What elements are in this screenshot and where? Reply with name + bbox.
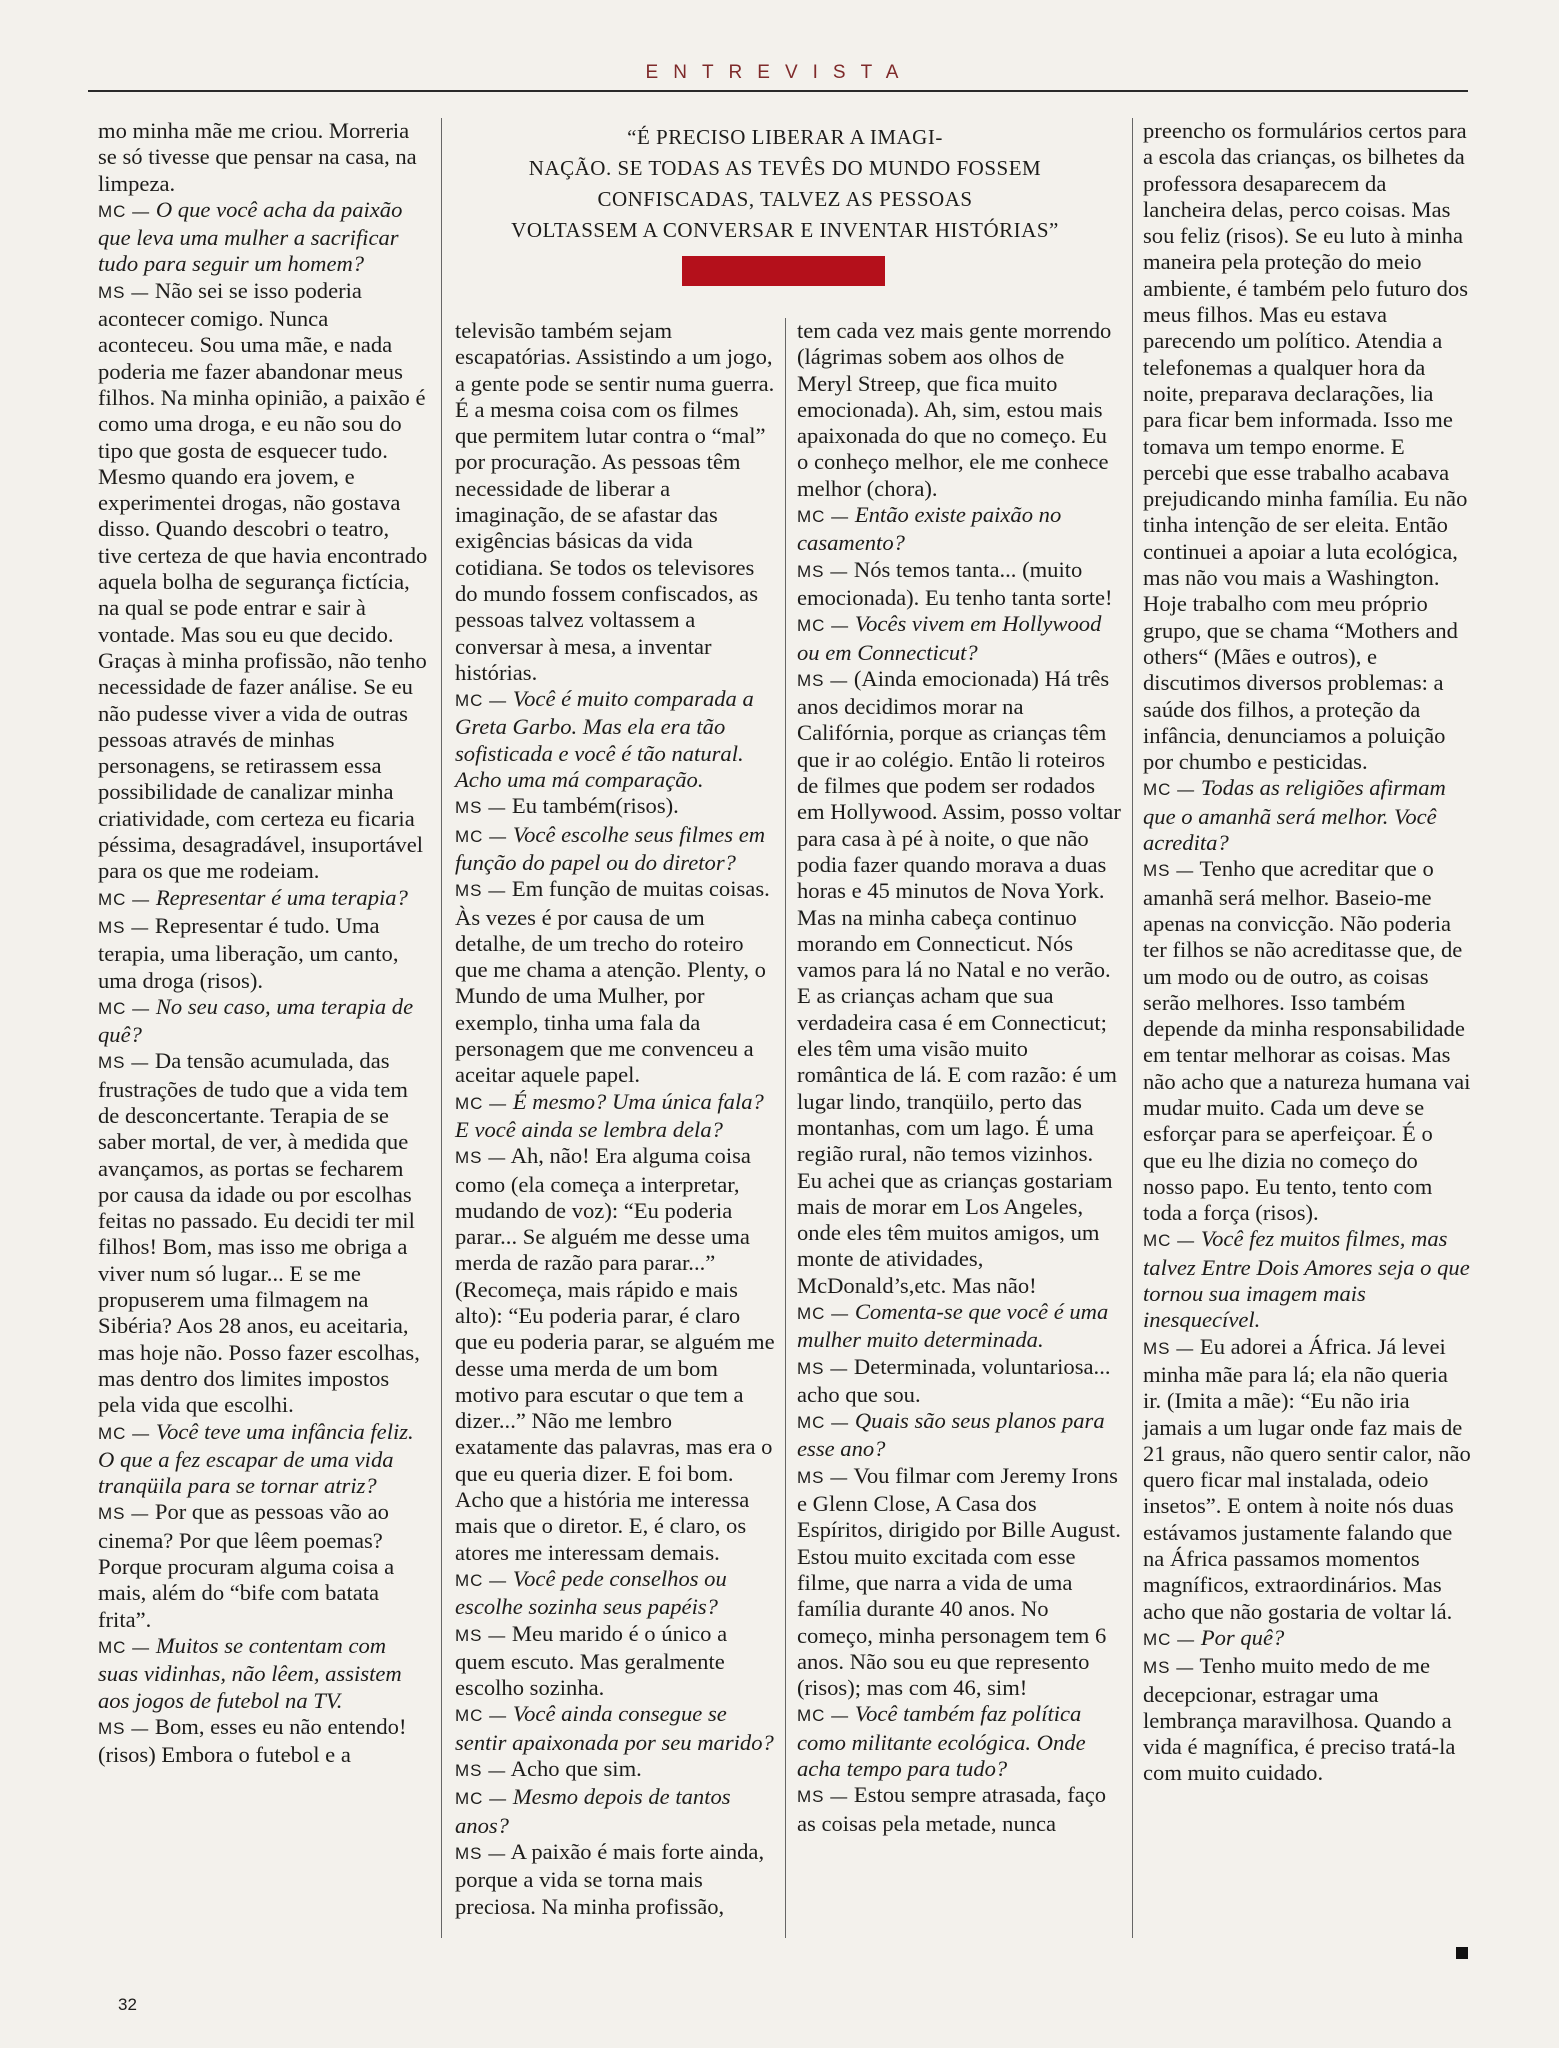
speaker-label: MC — [455,1093,508,1113]
interview-paragraph [455,1756,775,1784]
speaker-label: MS — [98,282,150,302]
interview-paragraph [98,1048,428,1418]
interview-paragraph [455,1089,775,1144]
text-column-4 [1143,118,1471,1787]
question-text: Todas as religiões afirmam que o amanhã será melhor. Você acredita? [1143,775,1446,856]
answer-text: Tenho que acreditar que o amanhã será melhor. Baseio-me apenas na convicção. Não poderia ter filhos se não acreditasse que, de um modo ou de outro, as coisas serão melhores. Isso também depende da minha responsabilidade em tentar melhorar as coisas. Mas não acho que a natureza humana vai mudar muito. Cada um deve se esforçar para se aperfeiçoar. É o que eu lhe dizia no começo do nosso papo. Eu tento, tento com toda a força (risos). [1143,856,1471,1226]
interview-paragraph [98,118,428,197]
question-text: Representar é uma terapia? [155,884,408,910]
answer-text: mo minha mãe me criou. Morreria se só tivesse que pensar na casa, na limpeza. [98,118,417,196]
answer-text: (Ainda emocionada) Há três anos decidimos morar na Califórnia, porque as crianças têm que ir ao colégio. Então li roteiros de filmes que podem ser rodados em Hollywood. Assim, posso voltar para casa à pé à noite, o que não podia fazer quando morava a duas horas e 45 minutos de Nova York. Mas na minha cabeça continuo morando em Connecticut. Nós vamos para lá no Natal e no verão. E as crianças acham que sua verdadeira casa é em Connecticut; eles têm uma visão muito romântica de lá. E com razão: é um lugar lindo, tranqüilo, perto das montanhas, com um lago. É uma região rural, não temos vizinhos. Eu achei que as crianças gostariam mais de morar em Los Angeles, onde eles têm muitos amigos, um monte de atividades, McDonald’s,etc. Mas não! [797,665,1121,1298]
pull-quote-line: “É PRECISO LIBERAR A IMAGI- [627,125,943,149]
interview-paragraph [455,1621,775,1702]
interview-paragraph [98,197,428,278]
interview-paragraph [455,1839,775,1920]
interview-paragraph [455,1701,775,1756]
speaker-label: MC — [455,826,508,846]
speaker-label: MS — [98,917,150,937]
speaker-label: MC — [797,616,850,636]
text-column-1 [98,118,428,1768]
answer-text: Representar é tudo. Uma terapia, uma liberação, um canto, uma droga (risos). [98,912,399,993]
text-column-2 [455,318,775,1920]
speaker-label: MS — [797,1787,849,1807]
speaker-label: MC — [98,1423,151,1443]
question-text: Mesmo depois de tantos anos? [455,1784,731,1838]
answer-text: Eu também(risos). [511,793,679,819]
speaker-label: MC — [1143,1231,1196,1251]
interview-paragraph [1143,1334,1471,1625]
question-text: Então existe paixão no casamento? [797,502,1062,556]
question-text: O que você acha da paixão que leva uma mulher a sacrificar tudo para seguir um homem? [98,196,403,277]
interview-paragraph [455,686,775,793]
speaker-label: MC — [98,201,151,221]
answer-text: Tenho muito medo de me decepcionar, estragar uma lembrança maravilhosa. Quando a vida é magnífica, é preciso tratá-la com muito cuidado. [1143,1653,1456,1786]
question-text: No seu caso, uma terapia de quê? [98,993,414,1048]
answer-text: televisão também sejam escapatórias. Assistindo a um jogo, a gente pode se sentir numa guerra. É a mesma coisa com os filmes que permitem lutar contra o “mal” por procuração. As pessoas têm necessidade de liberar a imaginação, de se afastar das exigências básicas da vida cotidiana. Se todos os televisores do mundo fossem confiscados, as pessoas talvez voltassem a conversar à mesa, a inventar histórias. [455,318,775,685]
header-rule [88,90,1468,92]
section-header: ENTREVISTA [645,62,914,83]
question-text: Você também faz política como militante ecológica. Onde acha tempo para tudo? [797,1701,1086,1782]
speaker-label: MC — [1143,780,1196,800]
speaker-label: MS — [1143,1338,1195,1358]
speaker-label: MS — [455,1148,507,1168]
speaker-label: MC — [98,889,151,909]
text-column-3 [797,318,1122,1837]
answer-text: tem cada vez mais gente morrendo (lágrimas sobem aos olhos de Meryl Streep, que fica muito emocionada). Ah, sim, estou mais apaixonada do que no começo. Eu o conheço melhor, ele me conhece melhor (chora). [797,318,1112,501]
interview-paragraph [98,913,428,994]
interview-paragraph [1143,1653,1471,1786]
interview-paragraph [1143,856,1471,1226]
question-text: Comenta-se que você é uma mulher muito determinada. [797,1298,1109,1353]
speaker-label: MC — [98,1637,151,1657]
speaker-label: MS — [1143,1658,1195,1678]
interview-paragraph [455,793,775,821]
question-text: Muitos se contentam com suas vidinhas, não lêem, assistem aos jogos de futebol na TV. [98,1632,402,1713]
interview-paragraph [455,1566,775,1621]
answer-text: Ah, não! Era alguma coisa como (ela começa a interpretar, mudando de voz): “Eu poderia parar... Se alguém me desse uma merda de razão para parar...” (Recomeça, mais rápido e mais alto): “Eu poderia parar, é claro que eu poderia parar, se alguém me desse uma merda de um bom motivo para escutar o que tem a dizer...” Não me lembro exatamente das palavras, mas era o que eu queria dizer. E foi bom. Acho que a história me interessa mais que o diretor. E, é claro, os atores me interessam demais. [455,1143,775,1565]
interview-paragraph [455,822,775,877]
pull-quote-line: CONFISCADAS, TALVEZ AS PESSOAS [597,187,973,211]
end-mark [1456,1947,1468,1959]
question-text: Você escolhe seus filmes em função do papel ou do diretor? [455,821,766,875]
interview-paragraph [797,1408,1122,1463]
speaker-label: MS — [1143,861,1195,881]
speaker-label: MC — [797,1303,850,1323]
interview-paragraph [797,318,1122,502]
speaker-label: MS — [797,561,849,581]
speaker-label: MC — [1143,1629,1196,1649]
speaker-label: MC — [797,1706,850,1726]
speaker-label: MS — [797,1467,849,1487]
interview-paragraph [797,1701,1122,1782]
speaker-label: MS — [455,1761,507,1781]
answer-text: Em função de muitas coisas. Às vezes é por causa de um detalhe, de um trecho do roteiro que me chama a atenção. Plenty, o Mundo de uma Mulher, por exemplo, tinha uma fala da personagem que me convenceu a aceitar aquele papel. [455,876,770,1088]
answer-text: Bom, esses eu não entendo! (risos) Embora o futebol e a [98,1713,407,1768]
speaker-label: MS — [98,1053,150,1073]
question-text: Você é muito comparada a Greta Garbo. Mas ela era tão sofisticada e você é tão natural. Acho uma má comparação. [455,686,754,793]
interview-paragraph [1143,775,1471,856]
pull-quote-accent-bar [682,256,885,286]
speaker-label: MS — [455,1625,507,1645]
column-divider [785,318,786,1938]
page-number: 32 [118,1995,137,2014]
speaker-label: MS — [455,798,507,818]
answer-text: Por que as pessoas vão ao cinema? Por que lêem poemas? Porque procuram alguma coisa a mais, além do “bife com batata frita”. [98,1499,395,1632]
interview-paragraph [455,1784,775,1839]
speaker-label: MC — [98,998,151,1018]
interview-paragraph [797,1299,1122,1354]
interview-paragraph [797,666,1122,1299]
interview-paragraph [98,1419,428,1500]
question-text: Você teve uma infância feliz. O que a fez escapar de uma vida tranqüila para se tornar atriz? [98,1418,414,1499]
speaker-label: MS — [98,1718,150,1738]
interview-paragraph [1143,1226,1471,1333]
speaker-label: MS — [797,670,849,690]
question-text: Você ainda consegue se sentir apaixonada por seu marido? [455,1701,774,1755]
interview-paragraph [98,885,428,913]
question-text: Quais são seus planos para esse ano? [797,1408,1105,1462]
answer-text: Estou sempre atrasada, faço as coisas pela metade, nunca [797,1782,1107,1836]
interview-paragraph [98,994,428,1049]
speaker-label: MS — [98,1504,150,1524]
speaker-label: MC — [797,1413,850,1433]
interview-paragraph [98,278,428,885]
answer-text: Eu adorei a África. Já levei minha mãe para lá; ela não queria ir. (Imita a mãe): “Eu não iria jamais a um lugar onde faz mais de 21 graus, não quero sentir calor, não quero ficar mal instalada, odeio insetos”. E ontem à noite nós duas estávamos justamente falando que na África passamos momentos magníficos, extraordinários. Mas acho que não gostaria de voltar lá. [1143,1333,1471,1624]
interview-paragraph [797,1463,1122,1702]
interview-paragraph [797,611,1122,666]
answer-text: A paixão é mais forte ainda, porque a vida se torna mais preciosa. Na minha profissão, [455,1838,765,1919]
interview-paragraph [1143,118,1471,775]
question-text: Vocês vivem em Hollywood ou em Connecticut? [797,611,1102,665]
interview-paragraph [98,1499,428,1632]
interview-paragraph [797,1782,1122,1837]
answer-text: Meu marido é o único a quem escuto. Mas geralmente escolho sozinha. [455,1620,728,1701]
interview-paragraph [797,502,1122,557]
speaker-label: MC — [455,1706,508,1726]
interview-paragraph [455,318,775,686]
speaker-label: MC — [797,507,850,527]
answer-text: Não sei se isso poderia acontecer comigo. Nunca aconteceu. Sou uma mãe, e nada poderia me fazer abandonar meus filhos. Na minha opinião, a paixão é como uma droga, e eu não sou do tipo que gosta de esquecer tudo. Mesmo quando era jovem, e experimentei drogas, não gostava disso. Quando descobri o teatro, tive certeza de que havia encontrado aquela bolha de segurança fictícia, na qual se pode entrar e sair à vontade. Mas sou eu que decido. Graças à minha profissão, não tenho necessidade de fazer análise. Se eu não pudesse viver a vida de outras pessoas através de minhas personagens, se retirassem essa possibilidade de canalizar minha criatividade, com certeza eu ficaria péssima, desagradável, insuportável para os que me rodeiam. [98,277,428,884]
speaker-label: MC — [455,1570,508,1590]
answer-text: Da tensão acumulada, das frustrações de tudo que a vida tem de desconcertante. Terapia de se saber mortal, de ver, à medida que avançamos, as portas se fecharem por causa da idade ou por escolhas feitas no passado. Eu decidi ter mil filhos! Bom, mas isso me obriga a viver num só lugar... E se me propuserem uma filmagem na Sibéria? Aos 28 anos, eu aceitaria, mas hoje não. Posso fazer escolhas, mas dentro dos limites impostos pela vida que escolhi. [98,1048,420,1418]
speaker-label: MC — [455,1789,508,1809]
question-text: É mesmo? Uma única fala? E você ainda se lembra dela? [455,1088,764,1142]
answer-text: Vou filmar com Jeremy Irons e Glenn Close, A Casa dos Espíritos, dirigido por Bille August. Estou muito excitada com esse filme, que narra a vida de uma família durante 40 anos. No começo, minha personagem tem 6 anos. Não sou eu que represento (risos); mas com 46, sim! [797,1462,1121,1701]
question-text: Você pede conselhos ou escolhe sozinha seus papéis? [455,1565,727,1620]
answer-text: Determinada, voluntariosa... acho que sou. [797,1353,1111,1407]
interview-paragraph [455,1143,775,1566]
answer-text: Nós temos tanta... (muito emocionada). Eu tenho tanta sorte! [797,556,1113,610]
answer-text: preencho os formulários certos para a escola das crianças, os bilhetes da professora desaparecem da lancheira delas, perco coisas. Mas sou feliz (risos). Se eu luto à minha maneira pela proteção do meio ambiente, é também pelo futuro dos meus filhos. Mas eu estava parecendo um político. Atendia a telefonemas a qualquer hora da noite, preparava declarações, lia para ficar bem informada. Isso me tomava um tempo enorme. E percebi que esse trabalho acabava prejudicando minha família. Eu não tinha intenção de ser eleita. Então continuei a apoiar a luta ecológica, mas não vou mais a Washington. Hoje trabalho com meu próprio grupo, que se chama “Mothers and others“ (Mães e outros), e discutimos diversos problemas: a saúde dos filhos, a proteção da infância, denunciamos a poluição por chumbo e pesticidas. [1143,118,1469,775]
interview-paragraph [455,876,775,1088]
question-text: Por quê? [1200,1624,1285,1650]
interview-paragraph [797,1354,1122,1409]
interview-paragraph [98,1714,428,1769]
pull-quote [470,122,1100,246]
interview-paragraph [98,1633,428,1714]
speaker-label: MS — [455,881,507,901]
pull-quote-line: NAÇÃO. SE TODAS AS TEVÊS DO MUNDO FOSSEM [528,156,1042,180]
pull-quote-line: VOLTASSEM A CONVERSAR E INVENTAR HISTÓRIAS” [511,218,1059,242]
column-divider [441,118,442,1938]
speaker-label: MC — [455,691,508,711]
speaker-label: MS — [455,1843,507,1863]
column-divider [1132,118,1133,1938]
question-text: Você fez muitos filmes, mas talvez Entre Dois Amores seja o que tornou sua imagem mais inesquecível. [1143,1226,1470,1333]
speaker-label: MS — [797,1358,849,1378]
interview-paragraph [1143,1625,1471,1653]
interview-paragraph [797,557,1122,612]
answer-text: Acho que sim. [510,1756,642,1782]
